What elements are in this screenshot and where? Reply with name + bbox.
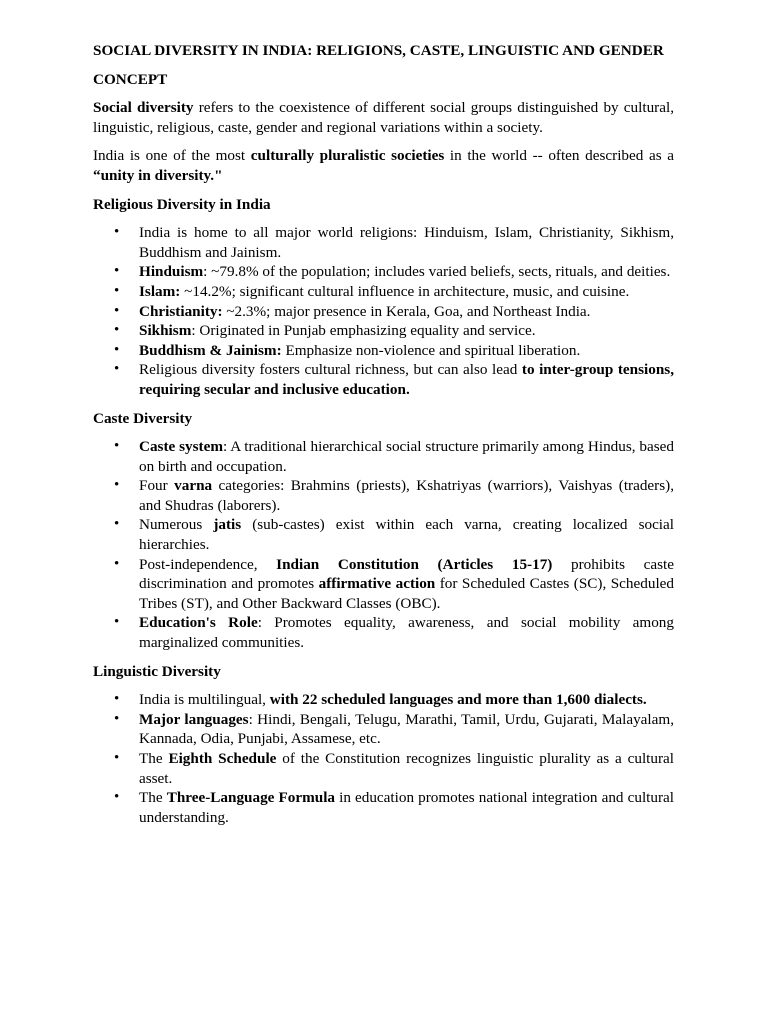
bold-term: “unity in diversity." [93, 166, 223, 184]
item-text: ~14.2%; significant cultural influence in architecture, music, and cuisine. [180, 282, 630, 300]
religion-list [93, 223, 674, 399]
bold-term: Social diversity [93, 99, 194, 117]
list-item [93, 788, 674, 827]
item-text: : Promotes equality, awareness, and social mobility among marginalized communities. [139, 614, 674, 652]
bold-term: Buddhism & Jainism: [139, 341, 282, 359]
bold-term: Christianity: [139, 302, 223, 320]
religion-heading: Religious Diversity in India [93, 195, 271, 213]
item-text: Numerous [139, 516, 214, 534]
bold-term: with 22 scheduled languages and more than 1,600 dialects. [269, 691, 647, 709]
item-text: Emphasize non-violence and spiritual liberation. [281, 341, 581, 359]
intro-paragraph-2 [93, 146, 674, 185]
intro-paragraph-1 [93, 98, 674, 137]
bold-term: Eighth Schedule [168, 750, 277, 767]
list-item [93, 360, 674, 399]
document-title: SOCIAL DIVERSITY IN INDIA: RELIGIONS, CASTE, LINGUISTIC AND GENDER [93, 42, 664, 59]
item-text: : Originated in Punjab emphasizing equality and service. [191, 322, 536, 340]
bold-term: Caste system [139, 438, 223, 456]
bold-term: affirmative action [318, 575, 436, 593]
document-page [93, 41, 674, 836]
list-item [93, 223, 674, 262]
bold-term: Major languages [139, 710, 249, 728]
bold-term: jatis [213, 516, 242, 534]
bold-term: Islam: [139, 282, 181, 300]
item-text: (sub-castes) exist within each varna, creating localized social hierarchies. [139, 516, 674, 554]
list-item [93, 302, 674, 322]
item-text: The [139, 789, 167, 807]
item-text: : ~79.8% of the population; includes varied beliefs, sects, rituals, and deities. [203, 263, 671, 281]
item-text: India is home to all major world religions: Hinduism, Islam, Christianity, Sikhism, Buddhism and Jainism. [139, 224, 674, 261]
item-text: of the Constitution recognizes linguistic plurality as a cultural asset. [139, 750, 674, 787]
list-item [93, 613, 674, 652]
list-item [93, 321, 674, 341]
paragraph-text: India is one of the most [93, 147, 251, 165]
caste-heading: Caste Diversity [93, 409, 193, 427]
bold-term: varna [174, 477, 213, 495]
bold-term: Indian Constitution (Articles 15-17) [276, 555, 553, 573]
linguistic-heading: Linguistic Diversity [93, 662, 221, 680]
paragraph-text: refers to the coexistence of different social groups distinguished by cultural, linguistic, religious, caste, gender and regional variations within a society. [93, 99, 674, 136]
item-text: The [139, 750, 169, 767]
bold-term: culturally pluralistic societies [250, 147, 445, 165]
list-item [93, 341, 674, 361]
bold-term: to inter-group tensions, requiring secular and inclusive education. [139, 361, 674, 398]
item-text: Four [139, 477, 175, 495]
item-text: for Scheduled Castes (SC), Scheduled Tribes (ST), and Other Backward Classes (OBC). [139, 575, 674, 612]
item-text: prohibits caste discrimination and promotes [139, 555, 674, 593]
item-text: : A traditional hierarchical social structure primarily among Hindus, based on birth and occupation. [139, 438, 674, 475]
item-text: in education promotes national integration and cultural understanding. [139, 789, 674, 826]
item-text: : Hindi, Bengali, Telugu, Marathi, Tamil, Urdu, Gujarati, Malayalam, Kannada, Odia, Punjabi, Assamese, etc. [139, 710, 674, 748]
bold-term: Hinduism [139, 263, 204, 281]
list-item [93, 262, 674, 282]
paragraph-text: in the world -- often described as a [444, 147, 674, 165]
list-item [93, 437, 674, 476]
bold-term: Sikhism [139, 322, 192, 340]
list-item [93, 476, 674, 515]
caste-list [93, 437, 674, 653]
item-text: ~2.3%; major presence in Kerala, Goa, and Northeast India. [222, 302, 591, 320]
list-item [93, 282, 674, 302]
item-text: India is multilingual, [139, 691, 270, 709]
item-text: categories: Brahmins (priests), Kshatriyas (warriors), Vaishyas (traders), and Shudras (laborers). [139, 477, 674, 514]
concept-heading: CONCEPT [93, 70, 168, 88]
list-item [93, 690, 674, 710]
bold-term: Education's Role [139, 614, 258, 632]
list-item [93, 710, 674, 749]
bold-term: Three-Language Formula [166, 789, 336, 807]
list-item [93, 555, 674, 614]
linguistic-list [93, 690, 674, 827]
item-text: Post-independence, [139, 555, 277, 573]
item-text: Religious diversity fosters cultural richness, but can also lead [139, 361, 522, 379]
list-item [93, 749, 674, 788]
list-item [93, 515, 674, 554]
